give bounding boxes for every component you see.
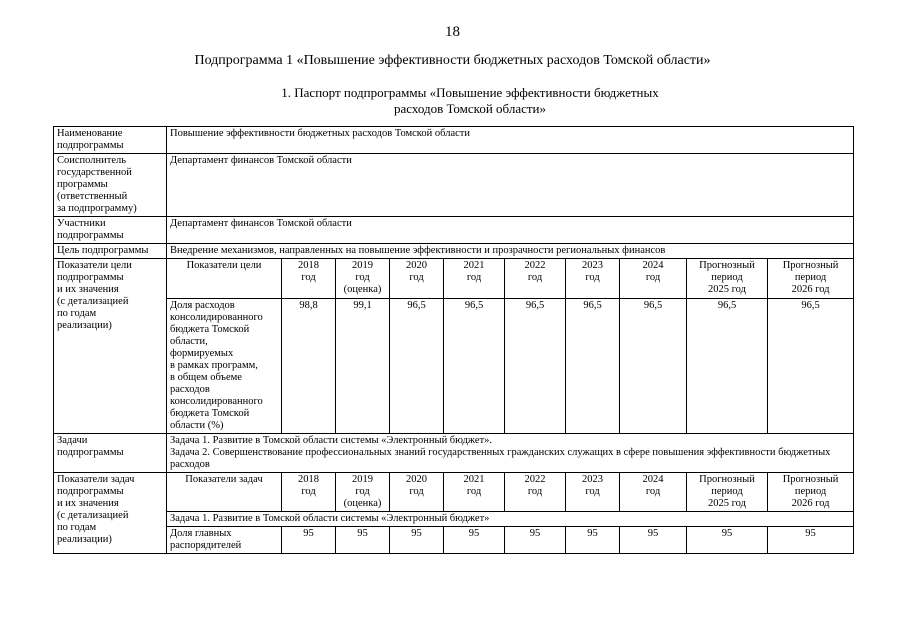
task-year-header-2019: 2019 год (оценка) [336, 473, 390, 512]
goal-value-2022: 96,5 [505, 299, 566, 434]
year-header-2023: 2023 год [566, 259, 620, 299]
table-row [54, 299, 854, 434]
task-value-2023: 95 [566, 527, 620, 554]
passport-title-line-2: расходов Томской области» [393, 101, 547, 116]
year-header-2026: Прогнозный период 2026 год [768, 259, 854, 299]
task-value-2021: 95 [444, 527, 505, 554]
task-year-header-2026: Прогнозный период 2026 год [768, 473, 854, 512]
row-label-goal: Цель подпрограммы [54, 244, 167, 259]
row-label-participants: Участники подпрограммы [54, 217, 167, 244]
goal-value-2024: 96,5 [620, 299, 687, 434]
goal-value-2025: 96,5 [687, 299, 768, 434]
table-row [54, 127, 854, 154]
task-year-header-2020: 2020 год [390, 473, 444, 512]
goal-indicator-name: Доля расходов консолидированного бюджета Томской области, формируемых в рамках программ, в общем объеме расходов консолидированного бюджета Томской области (%) [167, 299, 282, 434]
task-2-text: Задача 2. Совершенствование профессиональных знаний государственных гражданских служащих в сфере повышения эффективности бюджетных расходов [170, 447, 831, 470]
task-year-header-2022: 2022 год [505, 473, 566, 512]
row-value-tasks [167, 434, 854, 473]
year-header-2025: Прогнозный период 2025 год [687, 259, 768, 299]
row-label-tasks: Задачи подпрограммы [54, 434, 167, 473]
task-1-section-title: Задача 1. Развитие в Томской области системы «Электронный бюджет» [167, 512, 854, 527]
table-row [54, 259, 854, 299]
task-indicator-name: Доля главных распорядителей [167, 527, 282, 554]
row-value-goal: Внедрение механизмов, направленных на повышение эффективности и прозрачности региональных финансов [167, 244, 854, 259]
table-row [54, 512, 854, 527]
goal-value-2023: 96,5 [566, 299, 620, 434]
task-year-header-2025: Прогнозный период 2025 год [687, 473, 768, 512]
year-header-2021: 2021 год [444, 259, 505, 299]
task-year-header-2021: 2021 год [444, 473, 505, 512]
year-header-2022: 2022 год [505, 259, 566, 299]
goal-indicators-header: Показатели цели [167, 259, 282, 299]
year-header-2024: 2024 год [620, 259, 687, 299]
task-value-2024: 95 [620, 527, 687, 554]
task-value-2019: 95 [336, 527, 390, 554]
task-value-2020: 95 [390, 527, 444, 554]
subprogram-title: Подпрограмма 1 «Повышение эффективности бюджетных расходов Томской области» [194, 53, 711, 68]
row-value-co-executor: Департамент финансов Томской области [167, 154, 854, 217]
year-header-2018: 2018 год [282, 259, 336, 299]
table-row [54, 527, 854, 554]
row-value-participants: Департамент финансов Томской области [167, 217, 854, 244]
table-row [54, 217, 854, 244]
goal-value-2026: 96,5 [768, 299, 854, 434]
table-row [54, 244, 854, 259]
row-label-task-indicators: Показатели задач подпрограммы и их значения (с детализацией по годам реализации) [54, 473, 167, 554]
passport-title [250, 85, 690, 117]
task-value-2025: 95 [687, 527, 768, 554]
row-label-goal-indicators: Показатели цели подпрограммы и их значения (с детализацией по годам реализации) [54, 259, 167, 434]
task-year-header-2023: 2023 год [566, 473, 620, 512]
task-1-text: Задача 1. Развитие в Томской области системы «Электронный бюджет». [170, 435, 493, 446]
row-value-name: Повышение эффективности бюджетных расходов Томской области [167, 127, 854, 154]
year-header-2019: 2019 год (оценка) [336, 259, 390, 299]
goal-value-2020: 96,5 [390, 299, 444, 434]
task-value-2018: 95 [282, 527, 336, 554]
table-row [54, 473, 854, 512]
table-row [54, 154, 854, 217]
year-header-2020: 2020 год [390, 259, 444, 299]
row-label-co-executor: Соисполнитель государственной программы (ответственный за подпрограмму) [54, 154, 167, 217]
task-indicators-header: Показатели задач [167, 473, 282, 512]
table-row [54, 434, 854, 473]
page-number: 18 [445, 24, 460, 40]
task-year-header-2024: 2024 год [620, 473, 687, 512]
row-label-name: Наименование подпрограммы [54, 127, 167, 154]
goal-value-2021: 96,5 [444, 299, 505, 434]
task-year-header-2018: 2018 год [282, 473, 336, 512]
passport-title-line-1: 1. Паспорт подпрограммы «Повышение эффективности бюджетных [281, 85, 659, 100]
goal-value-2018: 98,8 [282, 299, 336, 434]
passport-table [53, 126, 854, 554]
task-value-2022: 95 [505, 527, 566, 554]
task-value-2026: 95 [768, 527, 854, 554]
goal-value-2019: 99,1 [336, 299, 390, 434]
